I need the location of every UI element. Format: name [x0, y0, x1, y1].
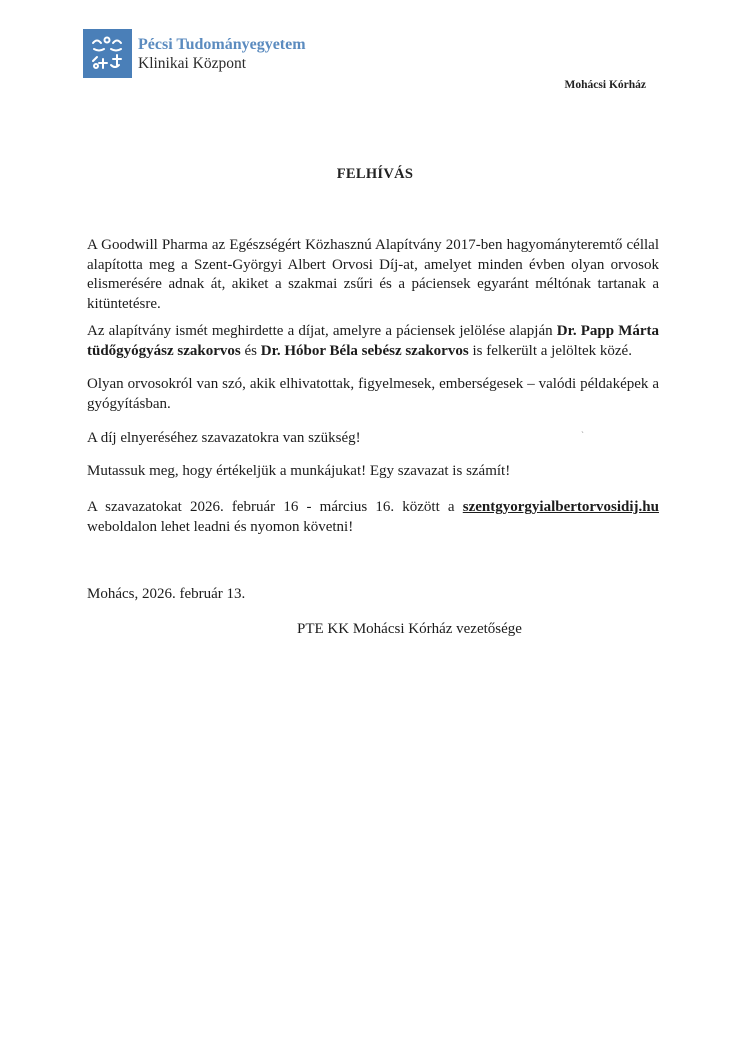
page-title: FELHÍVÁS: [336, 166, 414, 182]
hospital-name: Mohácsi Kórház: [564, 79, 646, 91]
paragraph-vote-needed: A díj elnyeréséhez szavazatokra van szükség!: [87, 430, 361, 446]
nominees-text-a: Az alapítvány ismét meghirdette a díjat, amelyre a páciensek jelölése alapján: [87, 323, 557, 339]
paragraph-description: Olyan orvosokról van szó, akik elhivatottak, figyelmesek, emberségesek – valódi példaképek a gyógyításban.: [87, 376, 659, 412]
voting-info-text-a: A szavazatokat 2026. február 16 - március 16. között a: [87, 499, 463, 515]
org-name: Pécsi Tudományegyetem: [138, 35, 306, 53]
paragraph-voting-info: [87, 498, 659, 537]
signature: PTE KK Mohácsi Kórház vezetősége: [297, 621, 522, 637]
date-line: Mohács, 2026. február 13.: [87, 586, 246, 602]
letterhead: [83, 29, 306, 78]
org-subtitle: Klinikai Központ: [138, 54, 247, 72]
university-logo-icon: [83, 29, 132, 78]
nominee-hobor-bela: Dr. Hóbor Béla sebész szakorvos: [260, 342, 469, 359]
paragraph-intro: A Goodwill Pharma az Egészségért Közhasznú Alapítvány 2017-ben hagyományteremtő céllal alapította meg a Szent-Györgyi Albert Orvosi Díj-at, amelyet minden évben olyan orvosok elismerésére adnak át, akiket a szakmai zsűri és a páciensek egyaránt méltónak tartanak a kitüntetésre.: [87, 237, 659, 312]
nominee-papp-marta: Dr. Papp Márta tüdőgyógyász szakorvos: [87, 323, 659, 359]
nominees-text-c: és: [240, 342, 261, 359]
nominees-text-e: is felkerült a jelöltek közé.: [468, 342, 632, 359]
scan-mark: ˋ: [581, 430, 584, 440]
paragraph-call-to-action: Mutassuk meg, hogy értékeljük a munkájukat! Egy szavazat is számít!: [87, 463, 511, 479]
voting-info-text-b: weboldalon lehet leadni és nyomon követni!: [87, 518, 354, 535]
paragraph-nominees: [87, 322, 659, 361]
voting-website-link[interactable]: szentgyorgyialbertorvosidij.hu: [462, 499, 659, 515]
